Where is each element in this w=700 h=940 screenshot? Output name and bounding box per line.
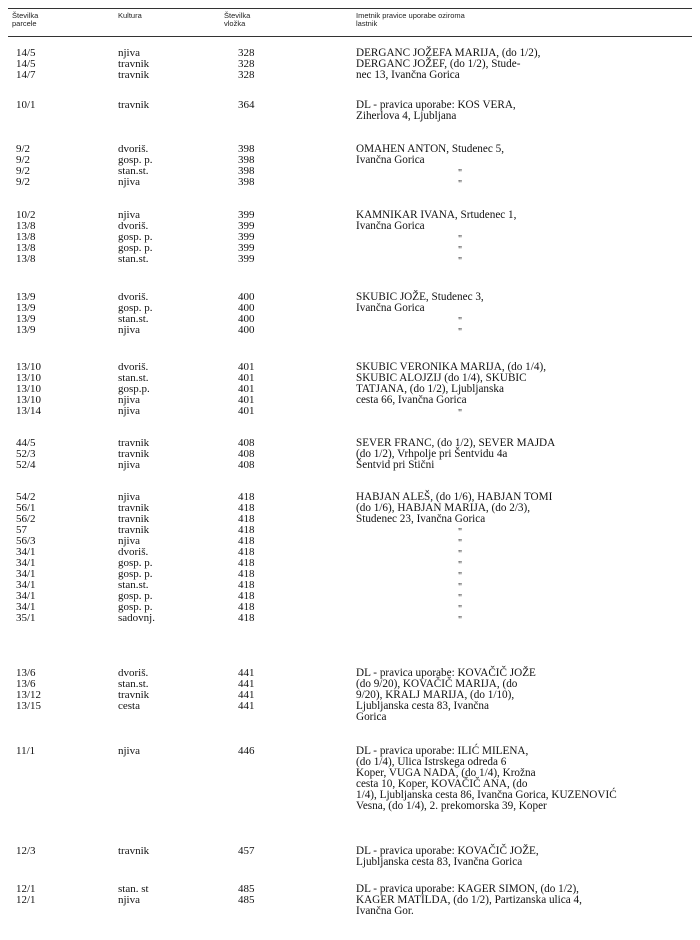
parcel-number: 13/10 — [16, 383, 42, 395]
table-row — [0, 48, 340, 59]
parcel-rows — [0, 668, 340, 712]
owner-line: Ljubljanska cesta 83, Ivančna Gorica — [356, 856, 523, 868]
parcel-number: 44/5 — [16, 437, 36, 449]
ditto-mark: " — [457, 549, 463, 560]
parcel-number: 14/7 — [16, 69, 36, 81]
deposit-number: 418 — [238, 568, 255, 580]
owner-line: cesta 66, Ivančna Gorica — [356, 394, 467, 406]
header-owner-line2: lastnik — [356, 19, 378, 28]
parcel-number: 54/2 — [16, 491, 36, 503]
deposit-number: 441 — [238, 678, 255, 690]
table-row — [0, 155, 340, 166]
parcel-rows — [0, 492, 340, 624]
table-row — [0, 438, 340, 449]
owner-line: Koper, VUGA NADA, (do 1/4), Krožna — [356, 767, 536, 779]
table-row — [0, 221, 340, 232]
parcel-number: 34/1 — [16, 579, 36, 591]
deposit-number: 401 — [238, 372, 255, 384]
culture: dvoriš. — [118, 546, 149, 558]
table-row — [0, 569, 340, 580]
table-row — [0, 303, 340, 314]
deposit-number: 418 — [238, 546, 255, 558]
table-row — [0, 492, 340, 503]
owner-line: KAGER MATILDA, (do 1/2), Partizanska ulica 4, — [356, 894, 582, 906]
table-row — [0, 325, 340, 336]
table-row — [0, 395, 340, 406]
owner-text — [356, 438, 692, 471]
parcel-number: 9/2 — [16, 143, 31, 155]
deposit-number: 418 — [238, 535, 255, 547]
culture: gosp. p. — [118, 557, 153, 569]
culture: njiva — [118, 209, 140, 221]
deposit-number: 399 — [238, 242, 255, 254]
header-culture-line1: Kultura — [118, 11, 142, 20]
owner-line: HABJAN ALEŠ, (do 1/6), HABJAN TOMI — [356, 491, 553, 503]
culture: travnik — [118, 513, 150, 525]
culture: cesta — [118, 700, 140, 712]
culture: njiva — [118, 535, 140, 547]
deposit-number: 328 — [238, 58, 255, 70]
table-row — [0, 232, 340, 243]
culture: dvoriš. — [118, 667, 149, 679]
parcel-rows — [0, 210, 340, 265]
owner-text — [356, 100, 692, 122]
culture: njiva — [118, 491, 140, 503]
parcel-rows — [0, 292, 340, 336]
parcel-number: 13/15 — [16, 700, 42, 712]
deposit-number: 401 — [238, 405, 255, 417]
culture: dvoriš. — [118, 291, 149, 303]
deposit-number: 441 — [238, 700, 255, 712]
owner-text — [356, 362, 692, 406]
culture: travnik — [118, 58, 150, 70]
deposit-number: 398 — [238, 143, 255, 155]
owner-line: SEVER FRANC, (do 1/2), SEVER MAJDA — [356, 437, 556, 449]
ditto-mark: " — [457, 179, 463, 190]
owner-line: SKUBIC VERONIKA MARIJA, (do 1/4), — [356, 361, 546, 373]
owner-line: TATJANA, (do 1/2), Ljubljanska — [356, 383, 504, 395]
deposit-number: 400 — [238, 291, 255, 303]
deposit-number: 418 — [238, 557, 255, 569]
table-row — [0, 558, 340, 569]
deposit-number: 398 — [238, 165, 255, 177]
deposit-number: 408 — [238, 448, 255, 460]
owner-line: DL - pravica uporabe: KAGER SIMON, (do 1/2), — [356, 883, 579, 895]
header-rule — [8, 36, 692, 37]
header-deposit-line2: vložka — [224, 19, 246, 28]
owner-line: OMAHEN ANTON, Studenec 5, — [356, 143, 505, 155]
ditto-mark: " — [457, 560, 463, 571]
table-row — [0, 613, 340, 624]
parcel-number: 9/2 — [16, 154, 31, 166]
deposit-number: 418 — [238, 502, 255, 514]
ditto-mark: " — [457, 527, 463, 538]
parcel-number: 12/1 — [16, 894, 36, 906]
parcel-number: 13/12 — [16, 689, 42, 701]
owner-text — [356, 884, 692, 917]
deposit-number: 418 — [238, 579, 255, 591]
table-row — [0, 406, 340, 417]
deposit-number: 401 — [238, 383, 255, 395]
culture: gosp. p. — [118, 242, 153, 254]
deposit-number: 446 — [238, 745, 255, 757]
owner-line: Ivančna Gorica — [356, 220, 425, 232]
culture: travnik — [118, 524, 150, 536]
culture: travnik — [118, 689, 150, 701]
culture: njiva — [118, 459, 140, 471]
table-row — [0, 362, 340, 373]
deposit-number: 418 — [238, 590, 255, 602]
owner-line: (do 1/4), Ulica Istrskega odreda 6 — [356, 756, 507, 768]
deposit-number: 408 — [238, 437, 255, 449]
owner-line: Gorica — [356, 711, 387, 723]
parcel-number: 10/1 — [16, 99, 36, 111]
table-row — [0, 100, 340, 111]
table-row — [0, 602, 340, 613]
ditto-mark: " — [457, 538, 463, 549]
owner-text — [356, 292, 692, 314]
parcel-number: 13/10 — [16, 361, 42, 373]
owner-line: (do 9/20), KOVAČIČ MARIJA, (do — [356, 678, 518, 690]
deposit-number: 457 — [238, 845, 255, 857]
parcel-number: 13/9 — [16, 324, 36, 336]
owner-line: Ivančna Gorica — [356, 154, 425, 166]
parcel-number: 11/1 — [16, 745, 36, 757]
owner-line: DERGANC JOŽEF, (do 1/2), Stude- — [356, 58, 521, 70]
parcel-rows — [0, 144, 340, 188]
deposit-number: 418 — [238, 601, 255, 613]
table-row — [0, 536, 340, 547]
owner-line: KAMNIKAR IVANA, Srtudenec 1, — [356, 209, 517, 221]
top-rule — [8, 8, 692, 9]
culture: gosp. p. — [118, 601, 153, 613]
table-row — [0, 503, 340, 514]
table-row — [0, 591, 340, 602]
table-row — [0, 177, 340, 188]
parcel-number: 34/1 — [16, 546, 36, 558]
header-parcel-number — [12, 12, 38, 28]
culture: stan.st. — [118, 372, 149, 384]
parcel-rows — [0, 884, 340, 906]
parcel-rows — [0, 362, 340, 417]
owner-line: DL - pravica uporabe: KOS VERA, — [356, 99, 516, 111]
table-row — [0, 243, 340, 254]
table-header — [0, 12, 700, 36]
ditto-mark: " — [457, 615, 463, 626]
parcel-number: 12/3 — [16, 845, 36, 857]
table-row — [0, 846, 340, 857]
parcel-number: 13/8 — [16, 220, 36, 232]
culture: travnik — [118, 69, 150, 81]
parcel-rows — [0, 438, 340, 471]
parcel-number: 34/1 — [16, 568, 36, 580]
owner-text — [356, 668, 692, 723]
owner-text — [356, 144, 692, 166]
deposit-number: 398 — [238, 154, 255, 166]
table-row — [0, 384, 340, 395]
deposit-number: 400 — [238, 313, 255, 325]
table-row — [0, 746, 340, 757]
parcel-number: 56/1 — [16, 502, 36, 514]
parcel-rows — [0, 746, 340, 757]
parcel-number: 57 — [16, 524, 27, 536]
culture: stan.st. — [118, 253, 149, 265]
table-row — [0, 460, 340, 471]
table-row — [0, 292, 340, 303]
culture: gosp. p. — [118, 590, 153, 602]
owner-line: Vesna, (do 1/4), 2. prekomorska 39, Koper — [356, 800, 547, 812]
owner-line: Šentvid pri Stični — [356, 459, 435, 471]
table-row — [0, 668, 340, 679]
deposit-number: 398 — [238, 176, 255, 188]
owner-text — [356, 48, 692, 81]
deposit-number: 441 — [238, 689, 255, 701]
culture: njiva — [118, 47, 140, 59]
deposit-number: 328 — [238, 47, 255, 59]
ditto-mark: " — [457, 571, 463, 582]
ditto-mark: " — [457, 327, 463, 338]
owner-line: SKUBIC JOŽE, Studenec 3, — [356, 291, 484, 303]
culture: stan.st. — [118, 678, 149, 690]
culture: travnik — [118, 845, 150, 857]
owner-text — [356, 846, 692, 868]
owner-line: nec 13, Ivančna Gorica — [356, 69, 460, 81]
deposit-number: 418 — [238, 513, 255, 525]
header-parcel-line2: parcele — [12, 19, 37, 28]
parcel-number: 13/8 — [16, 242, 36, 254]
table-row — [0, 70, 340, 81]
deposit-number: 401 — [238, 394, 255, 406]
deposit-number: 418 — [238, 524, 255, 536]
parcel-number: 13/6 — [16, 678, 36, 690]
ditto-mark: " — [457, 604, 463, 615]
parcel-number: 34/1 — [16, 557, 36, 569]
owner-line: (do 1/2), Vrhpolje pri Šentvidu 4a — [356, 448, 508, 460]
ditto-mark: " — [457, 234, 463, 245]
table-row — [0, 895, 340, 906]
deposit-number: 485 — [238, 883, 255, 895]
culture: njiva — [118, 394, 140, 406]
table-row — [0, 514, 340, 525]
parcel-rows — [0, 48, 340, 81]
header-culture — [118, 12, 142, 20]
table-row — [0, 144, 340, 155]
header-deposit-number — [224, 12, 250, 28]
parcel-number: 13/14 — [16, 405, 42, 417]
culture: stan.st. — [118, 313, 149, 325]
culture: gosp. p. — [118, 302, 153, 314]
owner-line: (do 1/6), HABJAN MARIJA, (do 2/3), — [356, 502, 531, 514]
owner-line: Ivančna Gorica — [356, 302, 425, 314]
ditto-mark: " — [457, 256, 463, 267]
parcel-number: 13/9 — [16, 291, 36, 303]
table-row — [0, 690, 340, 701]
ditto-mark: " — [457, 582, 463, 593]
table-row — [0, 884, 340, 895]
parcel-number: 13/9 — [16, 302, 36, 314]
table-row — [0, 701, 340, 712]
deposit-number: 399 — [238, 253, 255, 265]
header-owner — [356, 12, 465, 28]
header-owner-line1: Imetnik pravice uporabe oziroma — [356, 11, 465, 20]
deposit-number: 441 — [238, 667, 255, 679]
culture: travnik — [118, 99, 150, 111]
culture: gosp. p. — [118, 154, 153, 166]
parcel-number: 14/5 — [16, 47, 36, 59]
parcel-number: 12/1 — [16, 883, 36, 895]
deposit-number: 399 — [238, 231, 255, 243]
parcel-number: 13/6 — [16, 667, 36, 679]
culture: stan.st. — [118, 165, 149, 177]
parcel-number: 10/2 — [16, 209, 36, 221]
parcel-number: 56/2 — [16, 513, 36, 525]
owner-text — [356, 492, 692, 525]
parcel-number: 13/8 — [16, 253, 36, 265]
table-row — [0, 59, 340, 70]
culture: travnik — [118, 502, 150, 514]
ditto-mark: " — [457, 593, 463, 604]
owner-line: SKUBIC ALOJZIJ (do 1/4), SKUBIC — [356, 372, 527, 384]
parcel-number: 52/3 — [16, 448, 36, 460]
table-row — [0, 373, 340, 384]
deposit-number: 399 — [238, 209, 255, 221]
deposit-number: 401 — [238, 361, 255, 373]
parcel-rows — [0, 100, 340, 111]
owner-line: DL - pravica uporabe: KOVAČIČ JOŽE — [356, 667, 536, 679]
owner-line: DL - pravica uporabe: KOVAČIČ JOŽE, — [356, 845, 539, 857]
parcel-rows — [0, 846, 340, 857]
owner-text — [356, 210, 692, 232]
parcel-number: 9/2 — [16, 176, 31, 188]
owner-line: Ljubljanska cesta 83, Ivančna — [356, 700, 489, 712]
parcel-number: 56/3 — [16, 535, 36, 547]
parcel-number: 13/8 — [16, 231, 36, 243]
owner-line: DL - pravica uporabe: ILIĆ MILENA, — [356, 745, 529, 757]
culture: dvoriš. — [118, 361, 149, 373]
culture: njiva — [118, 745, 140, 757]
table-row — [0, 166, 340, 177]
deposit-number: 364 — [238, 99, 255, 111]
culture: gosp.p. — [118, 383, 150, 395]
culture: dvoriš. — [118, 143, 149, 155]
table-row — [0, 679, 340, 690]
culture: stan. st — [118, 883, 149, 895]
table-row — [0, 314, 340, 325]
culture: gosp. p. — [118, 231, 153, 243]
culture: stan.st. — [118, 579, 149, 591]
ditto-mark: " — [457, 408, 463, 419]
owner-text — [356, 746, 692, 812]
culture: dvoriš. — [118, 220, 149, 232]
parcel-number: 52/4 — [16, 459, 36, 471]
culture: njiva — [118, 405, 140, 417]
parcel-number: 34/1 — [16, 590, 36, 602]
parcel-number: 13/10 — [16, 394, 42, 406]
culture: sadovnj. — [118, 612, 155, 624]
parcel-number: 13/10 — [16, 372, 42, 384]
ditto-mark: " — [457, 316, 463, 327]
deposit-number: 400 — [238, 302, 255, 314]
header-parcel-line1: Številka — [12, 11, 39, 20]
parcel-number: 35/1 — [16, 612, 36, 624]
owner-line: cesta 10, Koper, KOVAČIČ ANA, (do — [356, 778, 528, 790]
parcel-number: 34/1 — [16, 601, 36, 613]
ditto-mark: " — [457, 168, 463, 179]
owner-line: 1/4), Ljubljanska cesta 86, Ivančna Gorica, KUZENOVIĆ — [356, 789, 617, 801]
owner-line: 9/20), KRALJ MARIJA, (do 1/10), — [356, 689, 515, 701]
owner-line: Ivančna Gor. — [356, 905, 414, 917]
header-deposit-line1: Številka — [224, 11, 251, 20]
deposit-number: 400 — [238, 324, 255, 336]
culture: travnik — [118, 437, 150, 449]
culture: njiva — [118, 894, 140, 906]
table-row — [0, 210, 340, 221]
table-row — [0, 449, 340, 460]
parcel-number: 9/2 — [16, 165, 31, 177]
culture: gosp. p. — [118, 568, 153, 580]
ditto-mark: " — [457, 245, 463, 256]
table-row — [0, 525, 340, 536]
table-row — [0, 580, 340, 591]
deposit-number: 408 — [238, 459, 255, 471]
deposit-number: 418 — [238, 491, 255, 503]
deposit-number: 328 — [238, 69, 255, 81]
deposit-number: 485 — [238, 894, 255, 906]
owner-line: Studenec 23, Ivančna Gorica — [356, 513, 486, 525]
culture: travnik — [118, 448, 150, 460]
deposit-number: 399 — [238, 220, 255, 232]
culture: njiva — [118, 176, 140, 188]
culture: njiva — [118, 324, 140, 336]
table-row — [0, 254, 340, 265]
owner-line: DERGANC JOŽEFA MARIJA, (do 1/2), — [356, 47, 541, 59]
deposit-number: 418 — [238, 612, 255, 624]
owner-line: Ziherlova 4, Ljubljana — [356, 110, 457, 122]
table-row — [0, 547, 340, 558]
parcel-number: 14/5 — [16, 58, 36, 70]
parcel-number: 13/9 — [16, 313, 36, 325]
